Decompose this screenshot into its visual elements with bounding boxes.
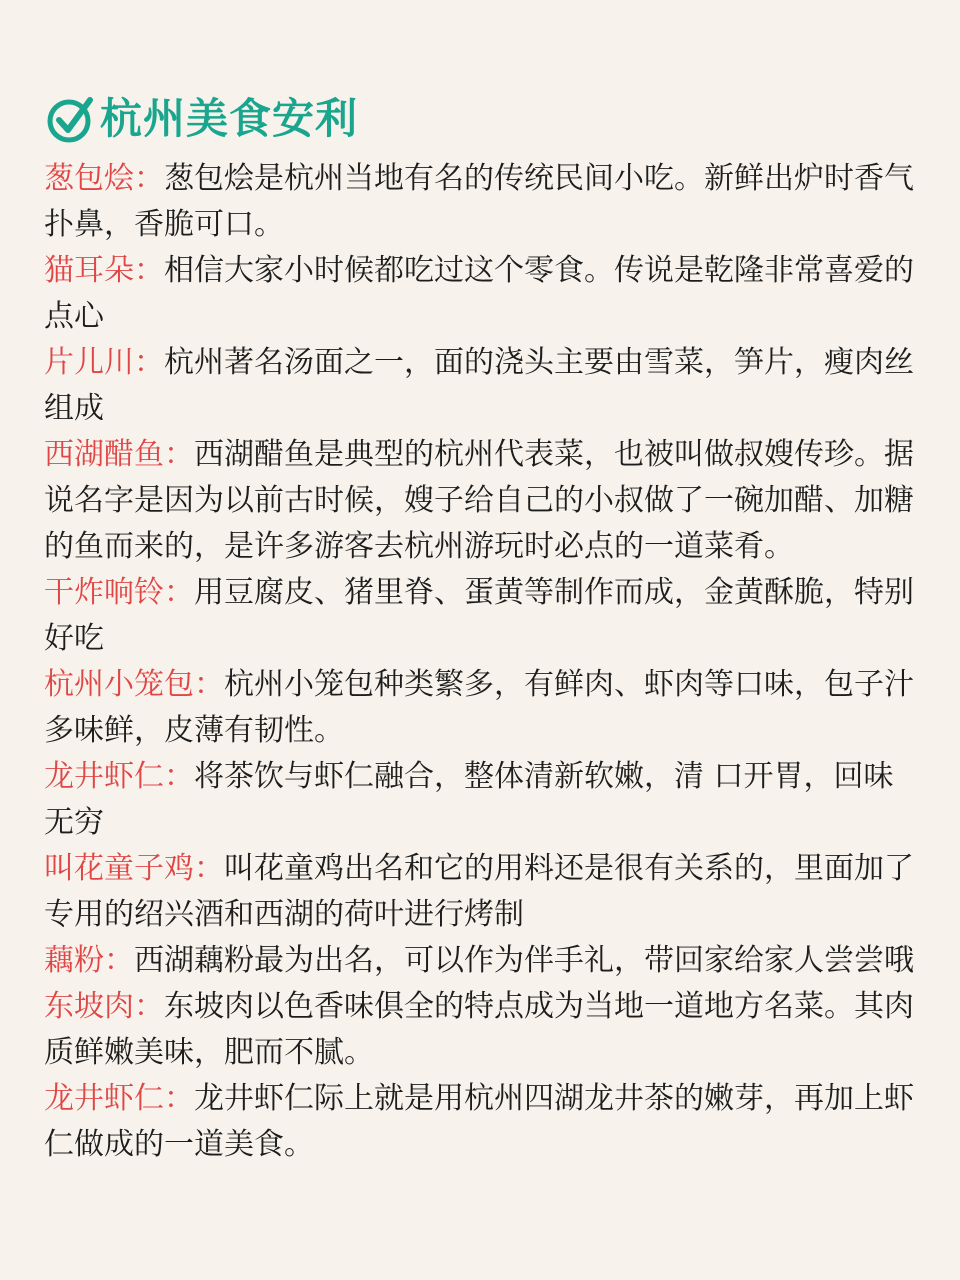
food-name: 西湖醋鱼： [44, 437, 194, 472]
food-name: 藕粉： [44, 943, 134, 978]
food-name: 杭州小笼包： [44, 667, 224, 702]
food-list [44, 156, 920, 1168]
list-item [44, 938, 920, 984]
page-title: 杭州美食安利 [100, 94, 359, 143]
food-description: 龙井虾仁际上就是用杭州四湖龙井茶的嫩芽，再加上虾仁做成的一道美食。 [44, 1081, 914, 1162]
food-description: 东坡肉以色香味俱全的特点成为当地一道地方名菜。其肉质鲜嫩美味，肥而不腻。 [44, 989, 914, 1070]
food-name: 龙井虾仁： [44, 1081, 194, 1116]
list-item [44, 248, 920, 340]
food-description: 相信大家小时候都吃过这个零食。传说是乾隆非常喜爱的点心 [44, 253, 914, 334]
food-description: 杭州著名汤面之一，面的浇头主要由雪菜，笋片，瘦肉丝组成 [44, 345, 914, 426]
food-description: 西湖醋鱼是典型的杭州代表菜，也被叫做叔嫂传珍。据说名字是因为以前古时候，嫂子给自己的小叔做了一碗加醋、加糖的鱼而来的，是许多游客去杭州游玩时必点的一道菜肴。 [44, 437, 914, 564]
food-description: 西湖藕粉最为出名，可以作为伴手礼，带回家给家人尝尝哦 [134, 943, 914, 978]
food-name: 葱包烩： [44, 161, 164, 196]
food-description: 杭州小笼包种类繁多，有鲜肉、虾肉等口味，包子汁多味鲜，皮薄有韧性。 [44, 667, 914, 748]
title-row [44, 88, 920, 150]
food-name: 片儿川： [44, 345, 164, 380]
food-name: 东坡肉： [44, 989, 164, 1024]
check-circle-icon [44, 92, 98, 146]
food-name: 叫花童子鸡： [44, 851, 224, 886]
food-description: 葱包烩是杭州当地有名的传统民间小吃。新鲜出炉时香气扑鼻，香脆可口。 [44, 161, 914, 242]
list-item [44, 340, 920, 432]
list-item [44, 984, 920, 1076]
list-item [44, 846, 920, 938]
food-description: 将茶饮与虾仁融合，整体清新软嫩，清 口开胃，回味无穷 [44, 759, 894, 840]
food-name: 猫耳朵： [44, 253, 164, 288]
list-item [44, 156, 920, 248]
list-item [44, 432, 920, 570]
list-item [44, 1076, 920, 1168]
food-description: 叫花童鸡出名和它的用料还是很有关系的，里面加了专用的绍兴酒和西湖的荷叶进行烤制 [44, 851, 914, 932]
food-name: 龙井虾仁： [44, 759, 194, 794]
list-item [44, 570, 920, 662]
list-item [44, 754, 920, 846]
food-name: 干炸响铃： [44, 575, 194, 610]
food-description: 用豆腐皮、猪里脊、蛋黄等制作而成，金黄酥脆，特别好吃 [44, 575, 914, 656]
list-item [44, 662, 920, 754]
